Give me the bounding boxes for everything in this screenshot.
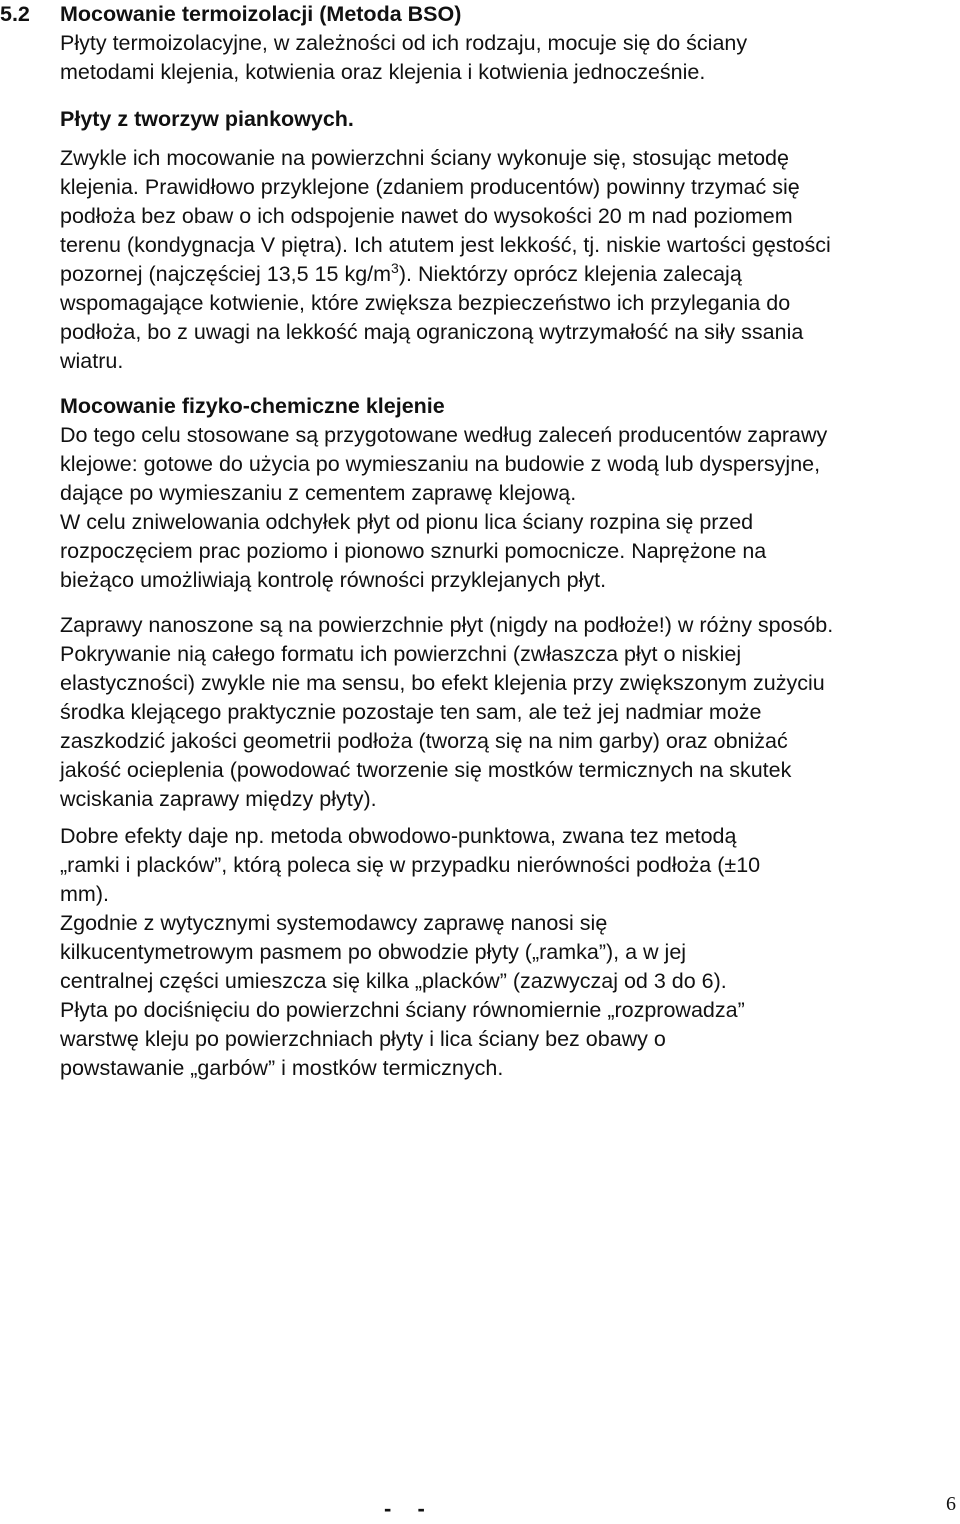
paragraph-line: W celu zniwelowania odchyłek płyt od pionu lica ściany rozpina się przed bbox=[60, 510, 754, 534]
paragraph-line: Zgodnie z wytycznymi systemodawcy zaprawę nanosi się bbox=[60, 911, 608, 935]
paragraph-line: kilkucentymetrowym pasmem po obwodzie płyty („ramka”), a w jej bbox=[60, 940, 687, 964]
intro-line: Płyty termoizolacyjne, w zależności od ich rodzaju, mocuje się do ściany bbox=[60, 31, 748, 55]
paragraph-line: wspomagające kotwienie, które zwiększa bezpieczeństwo ich przylegania do bbox=[60, 291, 791, 315]
paragraph-line: środka klejącego praktycznie pozostaje ten sam, ale też jej nadmiar może bbox=[60, 700, 762, 724]
paragraph-line: mm). bbox=[60, 882, 109, 906]
paragraph-line: dające po wymieszaniu z cementem zaprawę klejową. bbox=[60, 481, 577, 505]
superscript-exponent: 3 bbox=[391, 259, 399, 276]
intro-line: metodami klejenia, kotwienia oraz klejenia i kotwienia jednocześnie. bbox=[60, 60, 706, 84]
paragraph-line: jakość ocieplenia (powodować tworzenie się mostków termicznych na skutek bbox=[60, 758, 792, 782]
density-text: pozornej (najczęściej 13,5 15 kg/m bbox=[60, 262, 392, 286]
paragraph-line: powstawanie „garbów” i mostków termicznych. bbox=[60, 1056, 504, 1080]
paragraph-line: warstwę kleju po powierzchniach płyty i lica ściany bez obawy o bbox=[60, 1027, 666, 1051]
paragraph-line: „ramki i placków”, którą poleca się w przypadku nierówności podłoża (±10 bbox=[60, 853, 761, 877]
paragraph-line: podłoża bez obaw o ich odspojenie nawet do wysokości 20 m nad poziomem bbox=[60, 204, 793, 228]
mortar-paragraph bbox=[60, 611, 960, 814]
paragraph-line: rozpoczęciem prac poziomo i pionowo sznurki pomocnicze. Naprężone na bbox=[60, 539, 767, 563]
section-body bbox=[60, 29, 960, 1083]
section-number: 5.2 bbox=[0, 2, 30, 26]
intro-paragraph bbox=[60, 29, 960, 87]
paragraph-line: elastyczności) zwykle nie ma sensu, bo efekt klejenia przy zwiększonym zużyciu bbox=[60, 671, 825, 695]
paragraph-line: Do tego celu stosowane są przygotowane według zaleceń producentów zaprawy bbox=[60, 423, 828, 447]
paragraph-line: klejowe: gotowe do użycia po wymieszaniu na budowie z wodą lub dyspersyjne, bbox=[60, 452, 821, 476]
paragraph-line: Pokrywanie nią całego formatu ich powierzchni (zwłaszcza płyt o niskiej bbox=[60, 642, 742, 666]
paragraph-line: wciskania zaprawy między płyty). bbox=[60, 787, 377, 811]
paragraph-line: Zwykle ich mocowanie na powierzchni ściany wykonuje się, stosując metodę bbox=[60, 146, 789, 170]
paragraph-line: wiatru. bbox=[60, 349, 124, 373]
paragraph-line: bieżąco umożliwiają kontrolę równości przyklejanych płyt. bbox=[60, 568, 607, 592]
paragraph-line: klejenia. Prawidłowo przyklejone (zdaniem producentów) powinny trzymać się bbox=[60, 175, 800, 199]
foam-boards-heading: Płyty z tworzyw piankowych. bbox=[60, 107, 354, 131]
foam-boards-paragraph bbox=[60, 105, 960, 376]
density-line bbox=[60, 260, 960, 289]
physico-chemical-paragraph bbox=[60, 392, 960, 595]
physico-chemical-heading: Mocowanie fizyko-chemiczne klejenie bbox=[60, 394, 445, 418]
paragraph-line: Płyta po dociśnięciu do powierzchni ściany równomiernie „rozprowadza” bbox=[60, 998, 745, 1022]
paragraph-line: Zaprawy nanoszone są na powierzchnie płyt (nigdy na podłoże!) w różny sposób. bbox=[60, 613, 834, 637]
perimeter-method-paragraph bbox=[60, 822, 960, 1083]
paragraph-line: podłoża, bo z uwagi na lekkość mają ograniczoną wytrzymałość na siły ssania bbox=[60, 320, 804, 344]
paragraph-line: zaszkodzić jakości geometrii podłoża (tworzą się na nim garby) oraz obniżać bbox=[60, 729, 788, 753]
paragraph-line: Dobre efekty daje np. metoda obwodowo-punktowa, zwana tez metodą bbox=[60, 824, 737, 848]
density-text-continued: ). Niektórzy oprócz klejenia zalecają bbox=[398, 262, 742, 286]
page-number: 6 bbox=[946, 1493, 956, 1515]
section-title: Mocowanie termoizolacji (Metoda BSO) bbox=[60, 2, 462, 26]
paragraph-line: terenu (kondygnacja V piętra). Ich atutem jest lekkość, tj. niskie wartości gęstości bbox=[60, 233, 831, 257]
footer-dashes: - - bbox=[384, 1496, 435, 1521]
paragraph-line: centralnej części umieszcza się kilka „placków” (zazwyczaj od 3 do 6). bbox=[60, 969, 727, 993]
